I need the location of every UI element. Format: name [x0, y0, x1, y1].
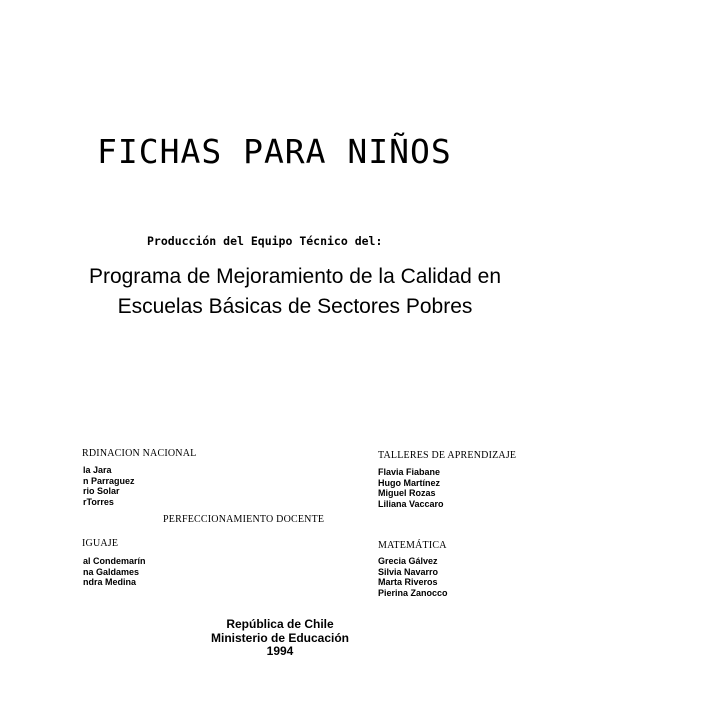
coordinacion-name: rio Solar: [83, 486, 120, 496]
lenguaje-heading: IGUAJE: [82, 538, 119, 549]
matematica-heading: MATEMÁTICA: [378, 540, 447, 551]
coordinacion-name: rTorres: [83, 496, 114, 507]
coordinacion-name: n Parraguez: [83, 475, 135, 486]
program-name-line-1: Programa de Mejoramiento de la Calidad en: [88, 265, 502, 288]
publisher-ministry: Ministerio de Educación: [210, 630, 350, 645]
talleres-name: Hugo Martínez: [378, 477, 440, 488]
program-name: [60, 262, 530, 322]
matematica-name: Grecia Gálvez: [378, 556, 438, 566]
talleres-names: [378, 467, 444, 509]
perfeccionamiento-heading: PERFECCIONAMIENTO DOCENTE: [163, 514, 325, 525]
document-title: FICHAS PARA NIÑOS: [97, 132, 452, 171]
talleres-name: Liliana Vaccaro: [378, 498, 444, 509]
publisher-country: República de Chile: [226, 617, 334, 631]
program-name-line-2: Escuelas Básicas de Sectores Pobres: [117, 295, 473, 318]
talleres-name: Flavia Fiabane: [378, 467, 441, 477]
talleres-name: Miguel Rozas: [378, 488, 436, 498]
matematica-names: [378, 556, 448, 598]
coordinacion-names: [83, 465, 135, 507]
matematica-name: Pierina Zanocco: [378, 587, 448, 598]
publication-year: 1994: [266, 644, 294, 658]
coordinacion-heading: RDINACION NACIONAL: [82, 448, 197, 459]
matematica-name: Marta Riveros: [378, 577, 438, 587]
talleres-heading: TALLERES DE APRENDIZAJE: [378, 450, 517, 461]
matematica-name: Silvia Navarro: [378, 566, 439, 577]
lenguaje-name: al Condemarín: [83, 556, 146, 566]
produced-by-label: Producción del Equipo Técnico del:: [147, 234, 383, 248]
publisher-block: [200, 618, 360, 659]
lenguaje-names: [83, 556, 146, 588]
coordinacion-name: la Jara: [83, 465, 112, 475]
lenguaje-name: ndra Medina: [83, 577, 137, 587]
lenguaje-name: na Galdames: [83, 566, 140, 577]
